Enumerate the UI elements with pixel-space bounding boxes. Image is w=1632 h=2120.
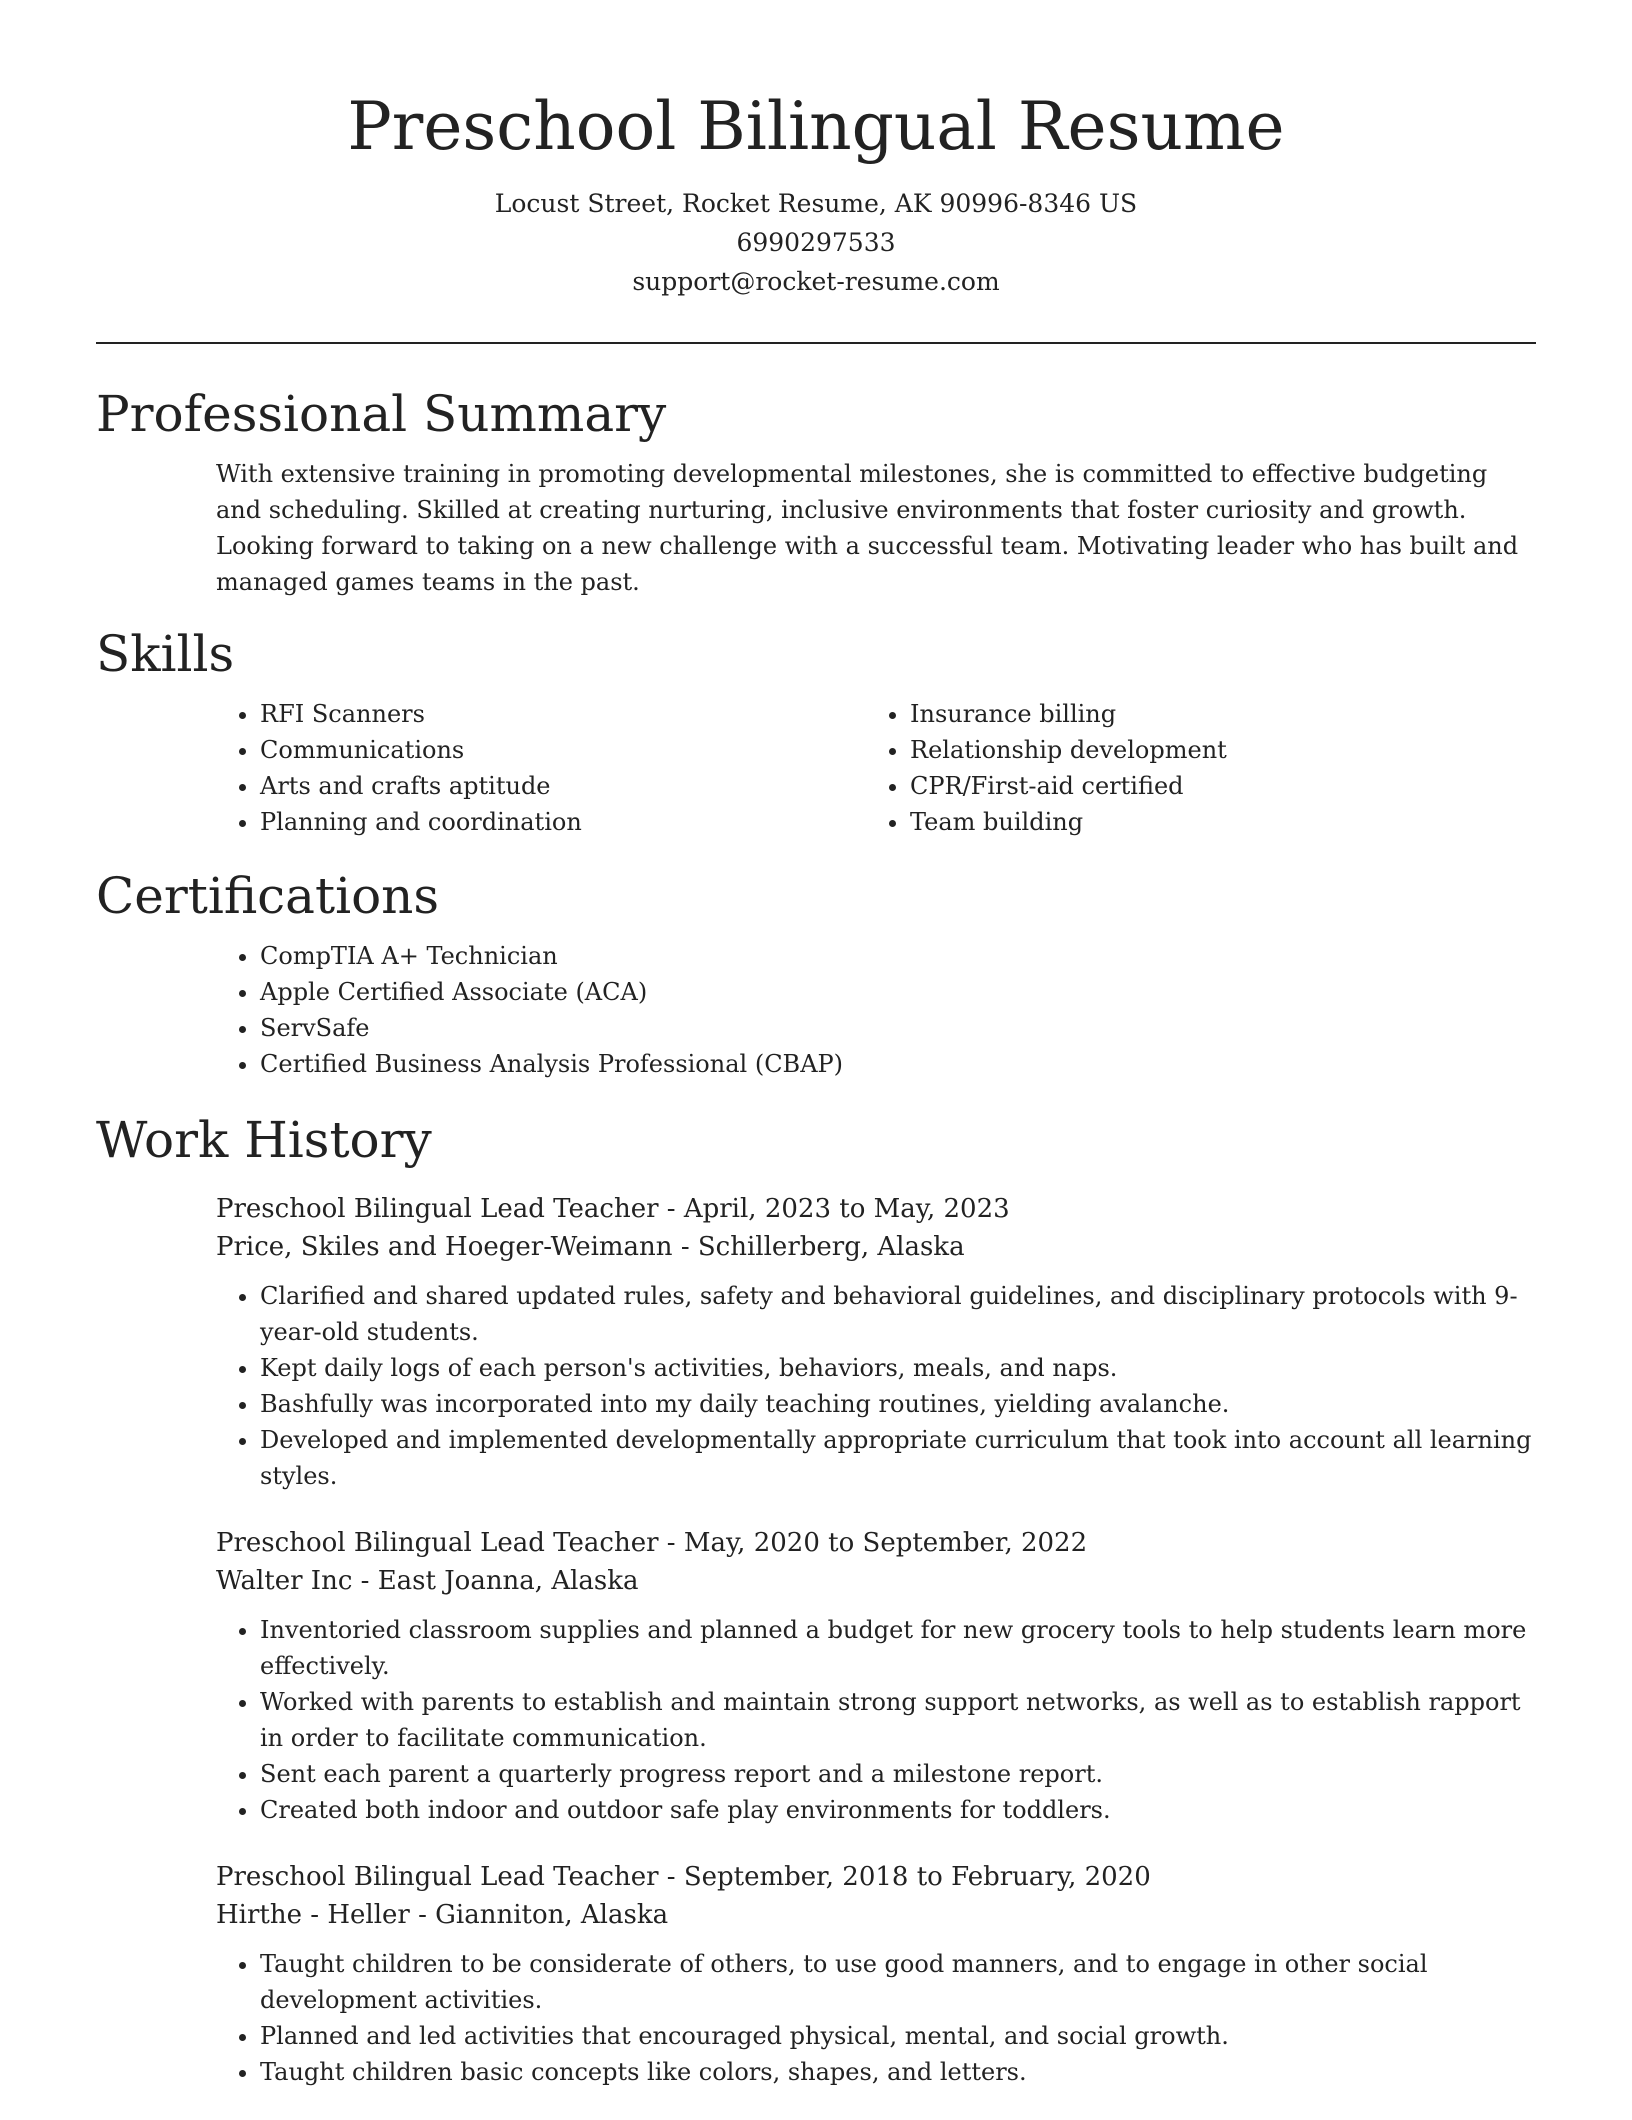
job-company: Hirthe - Heller - Gianniton, Alaska [216, 1900, 669, 1930]
summary-text: With extensive training in promoting developmental milestones, she is committed to effective budgeting and scheduling. Skilled at creating nurturing, inclusive environments that foster curiosity and growth. Looking forward to taking on a new challenge with a successful team. Motivating leader who has built and managed games teams in the past. [216, 460, 1519, 596]
skills-section [96, 612, 1536, 840]
certification-item: • Certified Business Analysis Professional (CBAP) [260, 1046, 1536, 1082]
summary-heading: Professional Summary [96, 385, 667, 443]
resume-name: Preschool Bilingual Resume [347, 88, 1285, 165]
job-bullet: • Taught children to be considerate of others, to use good manners, and to engage in other social development activities. [260, 1946, 1536, 2018]
work-history-section [96, 1098, 1536, 2090]
contact-address: Locust Street, Rocket Resume, AK 90996-8346 US [494, 189, 1138, 218]
job-bullet: • Sent each parent a quarterly progress report and a milestone report. [260, 1756, 1536, 1792]
contact-phone: 6990297533 [736, 228, 896, 257]
job-bullet: • Worked with parents to establish and maintain strong support networks, as well as to establish rapport in order to facilitate communication. [260, 1684, 1536, 1756]
contact-email: support@rocket-resume.com [632, 267, 1000, 296]
job-title: Preschool Bilingual Lead Teacher - September, 2018 to February, 2020 [216, 1862, 1151, 1892]
certifications-heading: Certifications [96, 867, 440, 925]
skill-item: • Arts and crafts aptitude [260, 768, 866, 804]
job-entry [216, 1190, 1536, 1494]
header-divider [96, 342, 1536, 344]
summary-section [96, 372, 1536, 600]
skill-item: • CPR/First-aid certified [910, 768, 1516, 804]
skills-column-right [866, 696, 1516, 840]
job-bullet: • Bashfully was incorporated into my daily teaching routines, yielding avalanche. [260, 1386, 1536, 1422]
job-bullet: • Clarified and shared updated rules, safety and behavioral guidelines, and disciplinary protocols with 9-year-old students. [260, 1278, 1536, 1350]
job-bullet: • Kept daily logs of each person's activities, behaviors, meals, and naps. [260, 1350, 1536, 1386]
job-entry [216, 1524, 1536, 1828]
job-title: Preschool Bilingual Lead Teacher - May, 2020 to September, 2022 [216, 1528, 1088, 1558]
skills-heading: Skills [96, 625, 235, 683]
job-entry [216, 1858, 1536, 2090]
work-history-heading: Work History [96, 1111, 432, 1169]
resume-body [96, 372, 1536, 2120]
job-bullets [216, 1278, 1536, 1494]
job-title: Preschool Bilingual Lead Teacher - April, 2023 to May, 2023 [216, 1194, 1010, 1224]
job-company: Price, Skiles and Hoeger-Weimann - Schillerberg, Alaska [216, 1232, 965, 1262]
certifications-section [96, 854, 1536, 1082]
certification-item: • Apple Certified Associate (ACA) [260, 974, 1536, 1010]
skill-item: • Insurance billing [910, 696, 1516, 732]
certification-item: • CompTIA A+ Technician [260, 938, 1536, 974]
certification-item: • ServSafe [260, 1010, 1536, 1046]
certifications-list [216, 938, 1536, 1082]
job-bullets [216, 1946, 1536, 2090]
skill-item: • Communications [260, 732, 866, 768]
job-company: Walter Inc - East Joanna, Alaska [216, 1566, 639, 1596]
contact-block [96, 184, 1536, 301]
job-bullet: • Taught children basic concepts like colors, shapes, and letters. [260, 2054, 1536, 2090]
job-bullets [216, 1612, 1536, 1828]
skills-grid [216, 696, 1536, 840]
skills-column-left [216, 696, 866, 840]
skill-item: • Planning and coordination [260, 804, 866, 840]
skill-item: • Relationship development [910, 732, 1516, 768]
job-bullet: • Inventoried classroom supplies and planned a budget for new grocery tools to help students learn more effectively. [260, 1612, 1536, 1684]
job-bullet: • Created both indoor and outdoor safe play environments for toddlers. [260, 1792, 1536, 1828]
skill-item: • RFI Scanners [260, 696, 866, 732]
skill-item: • Team building [910, 804, 1516, 840]
job-bullet: • Developed and implemented developmentally appropriate curriculum that took into account all learning styles. [260, 1422, 1536, 1494]
resume-header [96, 84, 1536, 301]
job-bullet: • Planned and led activities that encouraged physical, mental, and social growth. [260, 2018, 1536, 2054]
